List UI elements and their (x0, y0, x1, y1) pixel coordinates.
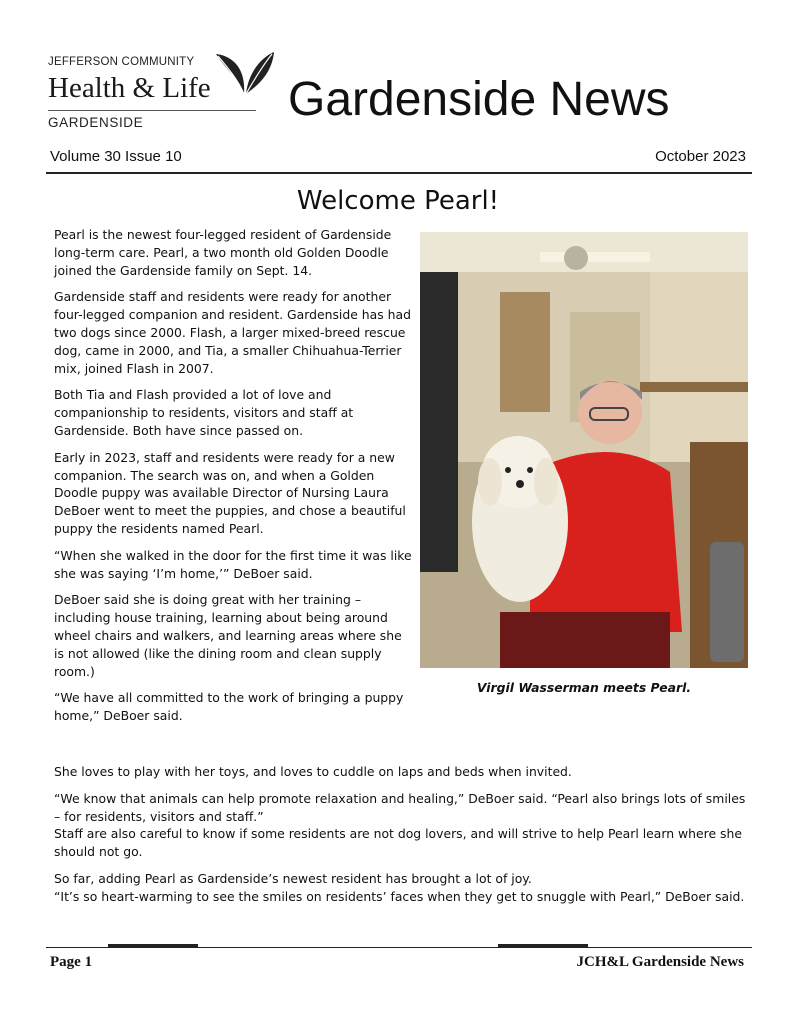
article-paragraph: So far, adding Pearl as Gardenside’s newest resident has brought a lot of joy. (54, 870, 532, 886)
article-paragraph: Early in 2023, staff and residents were ready for a new companion. The search was on, and when a Golden Doodle puppy was available Director of Nursing Laura DeBoer went to meet the puppies, and chose a beautiful puppy the residents named Pearl. (54, 449, 406, 536)
article-paragraph: “We know that animals can help promote relaxation and healing,” DeBoer said. “Pearl also brings lots of smiles – for residents, visitors and staff.” (54, 790, 746, 824)
article-column (54, 226, 412, 734)
photo-illustration (420, 232, 748, 668)
logo-line-location: GARDENSIDE (48, 115, 144, 130)
article-paragraph: “It’s so heart-warming to see the smiles on residents’ faces when they get to snuggle with Pearl,” DeBoer said. (54, 888, 745, 904)
article-paragraph: Both Tia and Flash provided a lot of love and companionship to residents, visitors and staff at Gardenside. Both have since passed on. (54, 387, 354, 438)
photo-caption: Virgil Wasserman meets Pearl. (476, 680, 692, 695)
logo-divider (48, 110, 256, 111)
newsletter-title: Gardenside News (288, 73, 670, 126)
article-paragraph: “When she walked in the door for the first time it was like she was saying ‘I’m home,’” DeBoer said. (54, 547, 412, 581)
article-headline: Welcome Pearl! (296, 186, 500, 216)
page-number: Page 1 (50, 954, 93, 970)
article-paragraph: She loves to play with her toys, and loves to cuddle on laps and beds when invited. (54, 764, 572, 779)
issue-date: October 2023 (655, 148, 746, 165)
logo-line-organization: JEFFERSON COMMUNITY (48, 56, 195, 68)
footer-rule (46, 947, 752, 948)
footer-title: JCH&L Gardenside News (576, 954, 744, 970)
logo-line-name: Health & Life (48, 72, 211, 104)
article-continued (54, 763, 754, 915)
article-paragraph: DeBoer said she is doing great with her training – including house training, learning about being around wheel chairs and walkers, and learning areas where she is not allowed (like the dining room and clean supply room.) (54, 592, 402, 679)
leaf-icon (214, 50, 276, 96)
volume-issue: Volume 30 Issue 10 (50, 148, 182, 165)
article-paragraph: Staff are also careful to know if some residents are not dog lovers, and will strive to help Pearl learn where she should not go. (54, 826, 742, 860)
article-photo (420, 232, 748, 668)
article-paragraph: Gardenside staff and residents were ready for another four-legged companion and resident. Gardenside has had two dogs since 2000. Flash, a larger mixed-breed rescue dog, came in 2000, and Tia, a smaller Chihuahua-Terrier mix, joined Flash in 2007. (54, 289, 411, 376)
article-paragraph: Pearl is the newest four-legged resident of Gardenside long-term care. Pearl, a two month old Golden Doodle joined the Gardenside family on Sept. 14. (54, 227, 392, 278)
article-paragraph: “We have all committed to the work of bringing a puppy home,” DeBoer said. (54, 690, 404, 724)
organization-logo (48, 50, 280, 136)
header-rule (46, 172, 752, 174)
